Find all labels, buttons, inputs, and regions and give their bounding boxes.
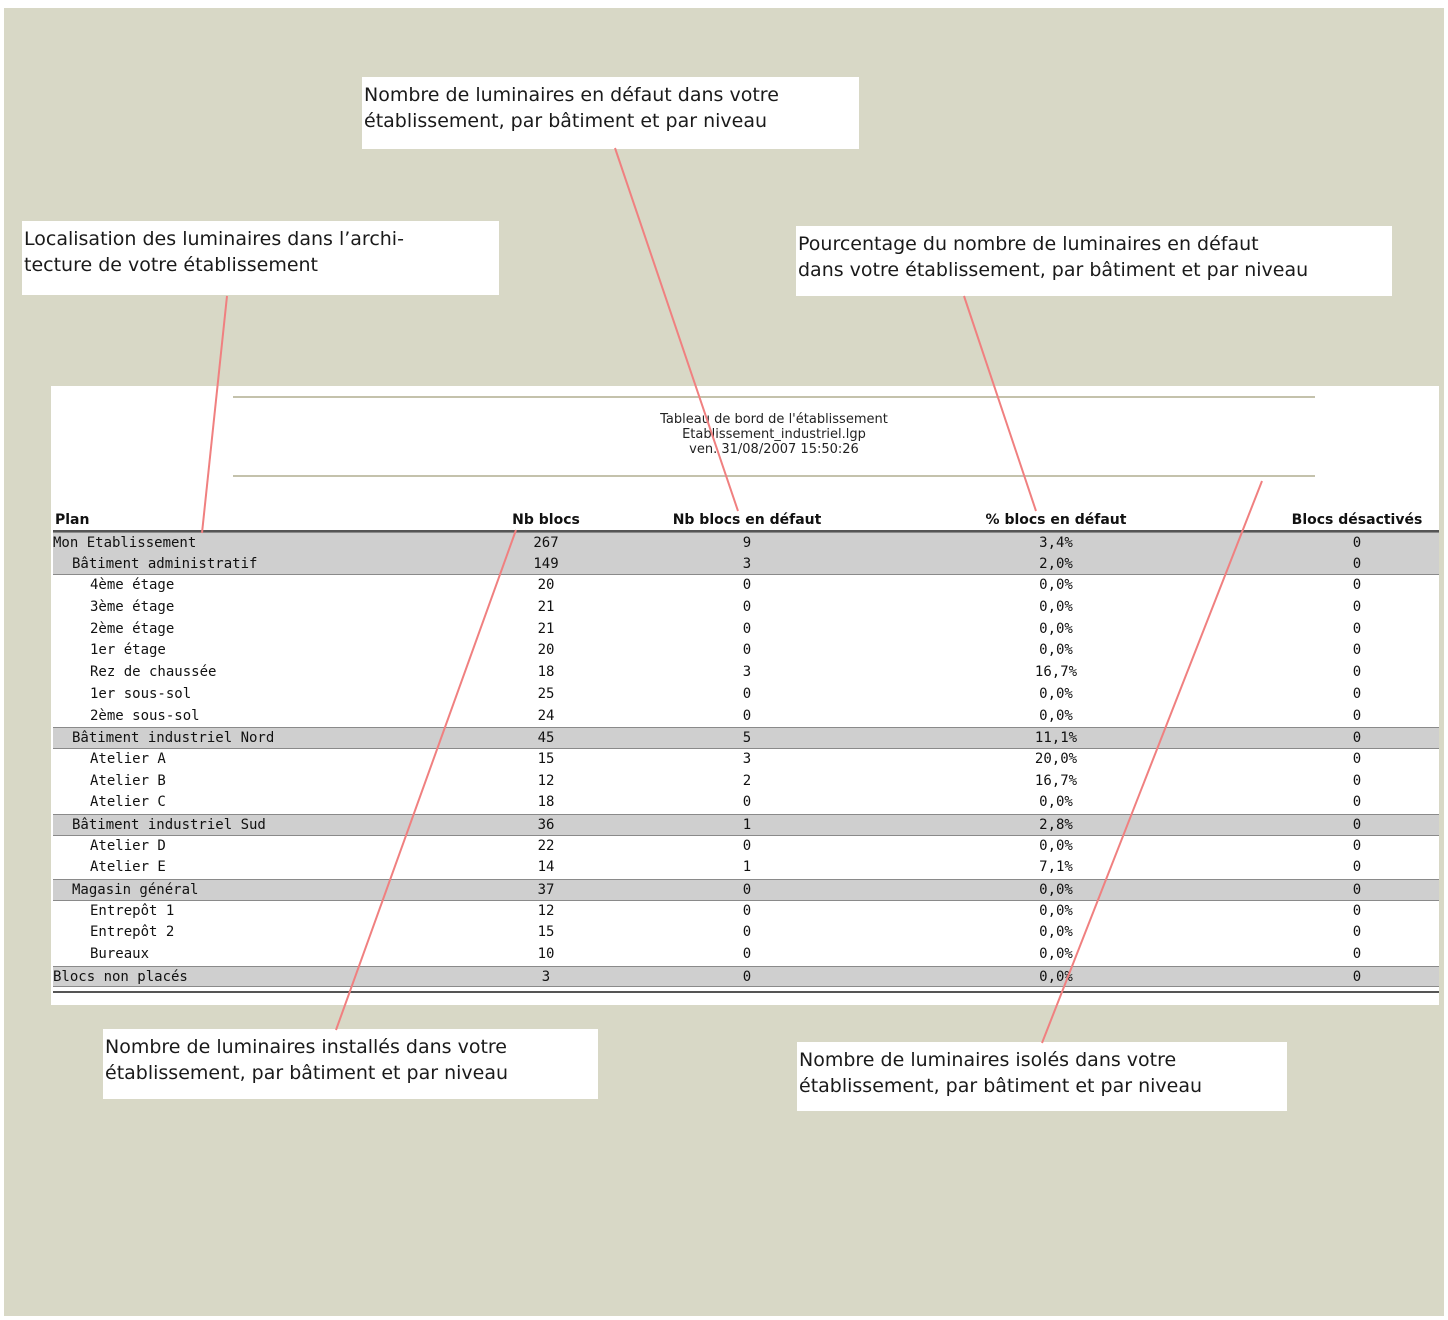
plan-cell: Entrepôt 2 xyxy=(90,924,175,941)
nb-defaut-cell: 0 xyxy=(742,620,752,637)
desactives-cell: 0 xyxy=(1352,794,1362,811)
table-row xyxy=(53,792,1439,814)
pct-defaut-cell: 2,8% xyxy=(1039,816,1073,833)
nb-defaut-cell: 0 xyxy=(742,707,752,724)
desactives-cell: 0 xyxy=(1352,837,1362,854)
nb-blocs-cell: 15 xyxy=(537,750,555,767)
table-group-row xyxy=(53,966,1439,988)
table-row xyxy=(53,749,1439,771)
nb-defaut-cell: 0 xyxy=(742,837,752,854)
nb-defaut-cell: 3 xyxy=(742,555,752,572)
nb-defaut-cell: 0 xyxy=(742,968,752,985)
pct-defaut-cell: 0,0% xyxy=(1039,968,1073,985)
nb-blocs-cell: 15 xyxy=(537,924,555,941)
column-header-nb-blocs: Nb blocs xyxy=(512,512,580,528)
table-row xyxy=(53,684,1439,706)
desactives-cell: 0 xyxy=(1352,968,1362,985)
nb-blocs-cell: 149 xyxy=(533,555,559,572)
callout-installes-line-2: établissement, par bâtiment et par niveau xyxy=(105,1062,509,1084)
callout-pourcentage-line-2: dans votre établissement, par bâtiment et par niveau xyxy=(798,259,1309,281)
plan-cell: Blocs non placés xyxy=(53,968,188,985)
desactives-cell: 0 xyxy=(1352,685,1362,702)
callout-defaut xyxy=(362,77,859,149)
desactives-cell: 0 xyxy=(1352,599,1362,616)
table-row xyxy=(53,836,1439,858)
callout-defaut-line-1: Nombre de luminaires en défaut dans votre xyxy=(364,84,779,106)
nb-blocs-cell: 267 xyxy=(533,535,559,551)
callout-installes xyxy=(103,1029,598,1099)
table-row xyxy=(53,619,1439,641)
nb-defaut-cell: 0 xyxy=(742,794,752,811)
column-header-pct-blocs-en-defaut: % blocs en défaut xyxy=(985,512,1127,528)
desactives-cell: 0 xyxy=(1352,816,1362,833)
table-group-row xyxy=(53,727,1439,749)
nb-defaut-cell: 1 xyxy=(742,859,752,876)
pct-defaut-cell: 0,0% xyxy=(1039,577,1073,594)
table-row xyxy=(53,706,1439,728)
nb-defaut-cell: 2 xyxy=(742,772,752,789)
table-row xyxy=(53,922,1439,944)
nb-defaut-cell: 0 xyxy=(742,946,752,963)
desactives-cell: 0 xyxy=(1352,772,1362,789)
nb-blocs-cell: 37 xyxy=(537,882,555,898)
desactives-cell: 0 xyxy=(1352,535,1362,551)
table-row xyxy=(53,944,1439,966)
dashboard-report xyxy=(51,386,1439,1005)
nb-defaut-cell: 1 xyxy=(742,816,752,833)
nb-defaut-cell: 5 xyxy=(742,730,752,747)
nb-defaut-cell: 0 xyxy=(742,882,752,898)
plan-cell: Atelier E xyxy=(90,859,166,876)
nb-defaut-cell: 9 xyxy=(742,535,752,551)
plan-cell: 1er étage xyxy=(90,642,166,659)
pct-defaut-cell: 0,0% xyxy=(1039,599,1073,616)
nb-blocs-cell: 12 xyxy=(537,902,555,919)
table-end-rule xyxy=(53,991,1439,993)
column-header-plan: Plan xyxy=(55,512,90,528)
pct-defaut-cell: 16,7% xyxy=(1034,772,1078,789)
plan-cell: Atelier C xyxy=(90,794,166,811)
callout-installes-line-1: Nombre de luminaires installés dans votre xyxy=(105,1036,507,1058)
nb-blocs-cell: 24 xyxy=(537,707,555,724)
nb-blocs-cell: 36 xyxy=(537,816,555,833)
plan-cell: 2ème sous-sol xyxy=(90,707,200,724)
callout-localisation xyxy=(22,221,499,295)
report-bottom-rule xyxy=(233,475,1315,477)
pct-defaut-cell: 0,0% xyxy=(1039,620,1073,637)
report-table xyxy=(53,532,1439,987)
plan-cell: Atelier B xyxy=(90,772,166,789)
report-filename: Etablissement_industriel.lgp xyxy=(682,427,866,442)
table-row xyxy=(53,575,1439,597)
callout-localisation-line-2: tecture de votre établissement xyxy=(24,254,319,276)
table-row xyxy=(53,857,1439,879)
desactives-cell: 0 xyxy=(1352,707,1362,724)
desactives-cell: 0 xyxy=(1352,946,1362,963)
table-group-row xyxy=(53,532,1439,554)
nb-defaut-cell: 0 xyxy=(742,599,752,616)
nb-blocs-cell: 14 xyxy=(537,859,555,876)
report-top-rule xyxy=(233,396,1315,398)
plan-cell: Bâtiment administratif xyxy=(72,555,258,572)
nb-blocs-cell: 22 xyxy=(537,837,555,854)
nb-blocs-cell: 18 xyxy=(537,664,555,681)
nb-blocs-cell: 21 xyxy=(537,620,555,637)
column-header-blocs-desactives: Blocs désactivés xyxy=(1291,512,1423,528)
pct-defaut-cell: 0,0% xyxy=(1039,837,1073,854)
plan-cell: Bâtiment industriel Sud xyxy=(72,816,266,833)
table-row xyxy=(53,662,1439,684)
desactives-cell: 0 xyxy=(1352,664,1362,681)
plan-cell: 2ème étage xyxy=(90,620,175,637)
nb-blocs-cell: 20 xyxy=(537,577,555,594)
nb-blocs-cell: 10 xyxy=(537,946,555,963)
pct-defaut-cell: 2,0% xyxy=(1039,555,1073,572)
pct-defaut-cell: 0,0% xyxy=(1039,794,1073,811)
plan-cell: 3ème étage xyxy=(90,599,175,616)
plan-cell: Mon Etablissement xyxy=(53,535,197,551)
table-group-row xyxy=(53,554,1439,576)
nb-blocs-cell: 18 xyxy=(537,794,555,811)
plan-cell: 4ème étage xyxy=(90,577,175,594)
nb-blocs-cell: 3 xyxy=(541,968,551,985)
nb-defaut-cell: 0 xyxy=(742,902,752,919)
column-header-nb-blocs-en-defaut: Nb blocs en défaut xyxy=(672,512,822,528)
callout-isoles-line-2: établissement, par bâtiment et par niveau xyxy=(799,1075,1203,1097)
table-row xyxy=(53,771,1439,793)
table-row xyxy=(53,597,1439,619)
pct-defaut-cell: 0,0% xyxy=(1039,946,1073,963)
callout-pourcentage-line-1: Pourcentage du nombre de luminaires en défaut xyxy=(798,233,1259,255)
nb-blocs-cell: 21 xyxy=(537,599,555,616)
nb-defaut-cell: 0 xyxy=(742,685,752,702)
pct-defaut-cell: 20,0% xyxy=(1034,750,1078,767)
report-title: Tableau de bord de l'établissement xyxy=(660,412,888,427)
table-row xyxy=(53,901,1439,923)
nb-defaut-cell: 0 xyxy=(742,577,752,594)
callout-localisation-line-1: Localisation des luminaires dans l’archi- xyxy=(24,228,404,250)
nb-defaut-cell: 0 xyxy=(742,642,752,659)
desactives-cell: 0 xyxy=(1352,577,1362,594)
nb-blocs-cell: 25 xyxy=(537,685,555,702)
desactives-cell: 0 xyxy=(1352,620,1362,637)
callout-pourcentage xyxy=(796,226,1392,296)
table-group-row xyxy=(53,814,1439,836)
desactives-cell: 0 xyxy=(1352,924,1362,941)
pct-defaut-cell: 0,0% xyxy=(1039,707,1073,724)
desactives-cell: 0 xyxy=(1352,555,1362,572)
pct-defaut-cell: 0,0% xyxy=(1039,642,1073,659)
pct-defaut-cell: 0,0% xyxy=(1039,685,1073,702)
nb-blocs-cell: 45 xyxy=(537,730,555,747)
plan-cell: Atelier A xyxy=(90,750,166,767)
table-group-row xyxy=(53,879,1439,901)
pct-defaut-cell: 7,1% xyxy=(1039,859,1073,876)
nb-defaut-cell: 3 xyxy=(742,750,752,767)
plan-cell: Entrepôt 1 xyxy=(90,902,175,919)
nb-blocs-cell: 20 xyxy=(537,642,555,659)
pct-defaut-cell: 0,0% xyxy=(1039,902,1073,919)
callout-isoles xyxy=(797,1042,1287,1111)
desactives-cell: 0 xyxy=(1352,730,1362,747)
pct-defaut-cell: 0,0% xyxy=(1039,882,1073,898)
nb-blocs-cell: 12 xyxy=(537,772,555,789)
report-datetime: ven. 31/08/2007 15:50:26 xyxy=(689,442,859,457)
pct-defaut-cell: 0,0% xyxy=(1039,924,1073,941)
plan-cell: 1er sous-sol xyxy=(90,685,192,702)
pct-defaut-cell: 3,4% xyxy=(1039,535,1073,551)
callout-defaut-line-2: établissement, par bâtiment et par niveau xyxy=(364,110,768,132)
table-row xyxy=(53,640,1439,662)
plan-cell: Magasin général xyxy=(72,882,199,898)
report-title-block xyxy=(233,412,1315,457)
desactives-cell: 0 xyxy=(1352,902,1362,919)
desactives-cell: 0 xyxy=(1352,642,1362,659)
plan-cell: Bâtiment industriel Nord xyxy=(72,730,275,747)
desactives-cell: 0 xyxy=(1352,882,1362,898)
desactives-cell: 0 xyxy=(1352,750,1362,767)
pct-defaut-cell: 11,1% xyxy=(1034,730,1078,747)
plan-cell: Rez de chaussée xyxy=(90,664,217,681)
callout-isoles-line-1: Nombre de luminaires isolés dans votre xyxy=(799,1049,1177,1071)
nb-defaut-cell: 3 xyxy=(742,664,752,681)
plan-cell: Bureaux xyxy=(90,946,150,963)
nb-defaut-cell: 0 xyxy=(742,924,752,941)
pct-defaut-cell: 16,7% xyxy=(1034,664,1078,681)
plan-cell: Atelier D xyxy=(90,837,166,854)
desactives-cell: 0 xyxy=(1352,859,1362,876)
